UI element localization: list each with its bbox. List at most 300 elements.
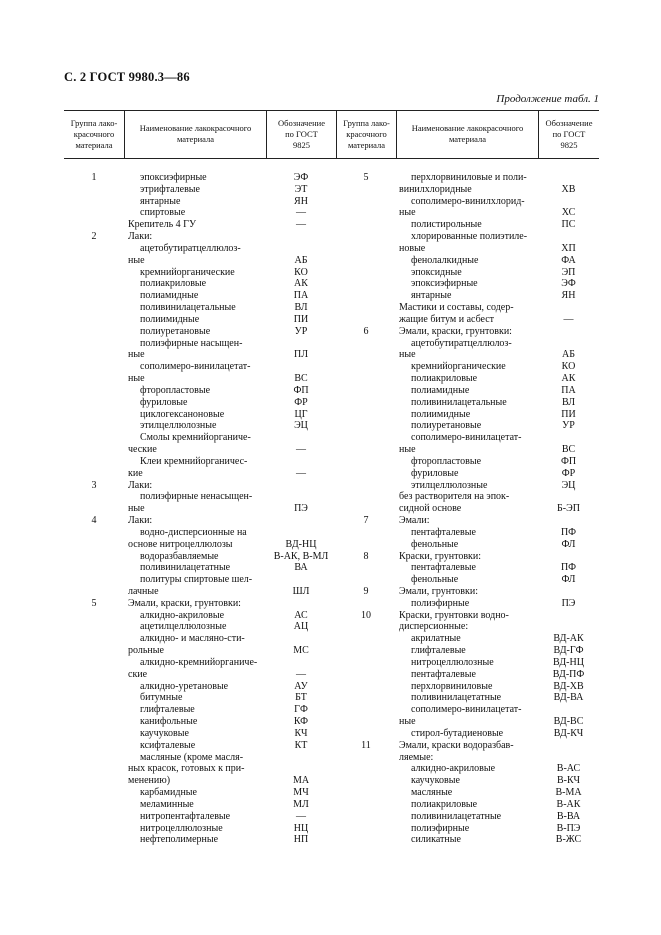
gost-code (538, 752, 599, 764)
group-number (64, 657, 124, 669)
group-number (64, 763, 124, 775)
group-number (336, 799, 396, 811)
group-number: 8 (363, 550, 369, 562)
group-number (64, 823, 124, 835)
material-name: Эмали: (399, 515, 430, 527)
group-number (336, 621, 396, 633)
material-name: ские (128, 668, 148, 680)
gost-code: ПЛ (293, 349, 308, 361)
gost-code: ВД-АК (553, 633, 584, 645)
material-name: полиакриловые (140, 278, 207, 290)
material-name: кремнийорганические (140, 266, 235, 278)
group-number (64, 338, 124, 350)
material-name: ные (128, 373, 145, 385)
material-name: полиамидные (411, 384, 470, 396)
gost-code (266, 633, 336, 645)
group-number (336, 243, 396, 255)
material-name: сополимеро-винилацетат- (411, 704, 522, 716)
group-number (336, 207, 396, 219)
group-number (336, 468, 396, 480)
material-name: нитроцеллюлозные (411, 656, 494, 668)
gost-code: В-ПЭ (556, 822, 581, 834)
material-name: Лаки: (128, 515, 153, 527)
group-number (64, 184, 124, 196)
group-number (336, 787, 396, 799)
table-header-rule (64, 158, 599, 159)
gost-code: АЦ (293, 621, 309, 633)
gost-code (538, 491, 599, 503)
material-name: фенольные (411, 574, 459, 586)
material-name: поливинилацетатные (140, 562, 231, 574)
right-name-column (399, 172, 538, 846)
group-number (336, 834, 396, 846)
material-name: полиэфирные (411, 822, 470, 834)
material-name: поливинилацетатные (411, 692, 502, 704)
gost-code: ПА (561, 384, 576, 396)
group-number (336, 184, 396, 196)
group-number (336, 716, 396, 728)
material-name: полиуретановые (411, 420, 482, 432)
material-name: нефтеполимерные (140, 834, 219, 846)
group-number: 2 (91, 231, 97, 243)
gost-code: ВС (294, 373, 308, 385)
group-number (336, 219, 396, 231)
group-number (336, 290, 396, 302)
group-number (64, 267, 124, 279)
gost-code (266, 456, 336, 468)
group-number (64, 361, 124, 373)
material-name: янтарные (140, 195, 181, 207)
gost-code: ХВ (561, 183, 576, 195)
material-name: Клеи кремнийорганичес- (140, 455, 248, 467)
gost-code: ПИ (561, 408, 576, 420)
material-name: эпоксидные (411, 266, 462, 278)
gost-code: КО (294, 266, 308, 278)
material-name: ные (128, 254, 145, 266)
material-name: дисперсионные: (399, 621, 469, 633)
material-name: акрилатные (411, 633, 461, 645)
material-name: водоразбавляемые (140, 550, 219, 562)
material-name: канифольные (140, 716, 198, 728)
gost-code (266, 763, 336, 775)
gost-code: ВА (294, 562, 308, 574)
gost-code (266, 598, 336, 610)
gost-code: В-МА (555, 787, 582, 799)
material-name: пентафталевые (411, 562, 476, 574)
gost-code (266, 527, 336, 539)
gost-code: ПФ (560, 562, 577, 574)
group-number (64, 562, 124, 574)
gost-code: ХС (561, 207, 576, 219)
material-name: хлорированные полиэтиле- (411, 231, 528, 243)
group-number (336, 196, 396, 208)
material-name: полиэфирные ненасыщен- (140, 491, 253, 503)
material-name: Смолы кремнийорганиче- (140, 432, 251, 444)
group-number: 10 (361, 609, 371, 621)
gost-code: МА (292, 775, 310, 787)
material-name: полиимидные (411, 408, 471, 420)
material-name: ные (399, 716, 416, 728)
group-number (336, 231, 396, 243)
gost-code: ГФ (294, 704, 308, 716)
material-name: лачные (128, 585, 159, 597)
gost-code: АК (561, 373, 576, 385)
material-name: циклогексаноновые (140, 408, 225, 420)
material-name: менению) (128, 775, 171, 787)
group-number: 9 (363, 585, 369, 597)
group-number (64, 740, 124, 752)
material-name: стирол-бутадиеновые (411, 727, 504, 739)
left-group-column (64, 172, 124, 846)
gost-code: — (296, 444, 306, 456)
material-name: Эмали, грунтовки: (399, 585, 478, 597)
gost-code (266, 657, 336, 669)
group-number (336, 373, 396, 385)
group-number (64, 349, 124, 361)
header-code-right: Обозначение по ГОСТ 9825 (545, 117, 593, 150)
material-name: ные (128, 349, 145, 361)
material-name: полиимидные (140, 313, 200, 325)
gost-code: ФЛ (561, 538, 576, 550)
gost-code: ПФ (560, 526, 577, 538)
group-number: 3 (91, 479, 97, 491)
header-code-left: Обозначение по ГОСТ 9825 (278, 117, 325, 150)
material-name: глифталевые (411, 645, 466, 657)
material-name: эпоксиэфирные (140, 172, 207, 183)
group-number (336, 278, 396, 290)
gost-code: АБ (294, 254, 308, 266)
gost-code: КТ (294, 739, 308, 751)
gost-code: ВД-ХВ (553, 680, 584, 692)
material-name: ацетобутиратцеллюлоз- (411, 337, 512, 349)
group-number (64, 196, 124, 208)
group-number (336, 692, 396, 704)
left-name-column (128, 172, 266, 846)
gost-code: НП (293, 834, 309, 846)
group-number (336, 444, 396, 456)
group-number (64, 243, 124, 255)
group-number (336, 657, 396, 669)
group-number (64, 326, 124, 338)
gost-code: — (563, 313, 574, 325)
gost-code (538, 196, 599, 208)
material-name: масляные (411, 787, 453, 799)
group-number: 4 (91, 515, 97, 527)
gost-code: ФП (293, 384, 309, 396)
gost-code: ВС (561, 444, 576, 456)
group-number (64, 444, 124, 456)
material-name: основе нитроцеллюлозы (128, 538, 233, 550)
group-number (336, 385, 396, 397)
material-name: Крепитель 4 ГУ (128, 219, 197, 231)
material-name: пентафталевые (411, 526, 476, 538)
material-name: полиэфирные насыщен- (140, 337, 243, 349)
material-name: кремнийорганические (411, 361, 506, 373)
header-name-left: Наименование лакокрасочного материала (139, 123, 252, 144)
material-name: фуриловые (140, 396, 188, 408)
gost-code (266, 338, 336, 350)
group-number (64, 610, 124, 622)
material-name: спиртовые (140, 207, 186, 219)
group-number (64, 645, 124, 657)
material-name: ляемые: (399, 751, 434, 763)
gost-code: ВЛ (294, 302, 308, 314)
header-group-left: Группа лако- красочного материала (70, 117, 118, 150)
material-name: поливинилацетальные (140, 302, 236, 314)
group-number (336, 823, 396, 835)
gost-code: АК (294, 278, 308, 290)
group-number (64, 207, 124, 219)
group-number (336, 539, 396, 551)
group-number (336, 562, 396, 574)
gost-code (266, 491, 336, 503)
gost-code: ЭФ (293, 172, 309, 183)
gost-code (266, 231, 336, 243)
group-number (64, 633, 124, 645)
gost-code: КО (561, 361, 576, 373)
group-number (64, 314, 124, 326)
group-number (64, 290, 124, 302)
group-number (336, 574, 396, 586)
group-number (64, 775, 124, 787)
table-continuation-note: Продолжение табл. 1 (496, 93, 599, 105)
gost-code: АС (294, 609, 308, 621)
gost-code: ПИ (293, 313, 309, 325)
material-name: алкидно-кремнийорганиче- (140, 656, 258, 668)
gost-code: ВД-ПФ (552, 668, 585, 680)
material-name: фенольные (411, 538, 459, 550)
gost-code: КФ (293, 716, 309, 728)
group-number (64, 586, 124, 598)
material-name: карбамидные (140, 787, 197, 799)
gost-code: ВД-КЧ (553, 727, 584, 739)
material-name: полиуретановые (140, 325, 211, 337)
material-name: Эмали, краски водоразбав- (399, 739, 514, 751)
material-name: глифталевые (140, 704, 195, 716)
gost-code: Б-ЭП (557, 503, 580, 515)
group-number (64, 302, 124, 314)
material-name: пентафталевые (411, 668, 476, 680)
group-number (64, 681, 124, 693)
material-name: жащие битум и асбест (399, 313, 495, 325)
group-number (336, 302, 396, 314)
gost-code (538, 621, 599, 633)
material-name: масляные (кроме масля- (140, 751, 244, 763)
gost-code: ФА (561, 254, 576, 266)
material-name: этилцеллюлозные (411, 479, 488, 491)
group-number (336, 752, 396, 764)
gost-code (266, 574, 336, 586)
group-number (336, 645, 396, 657)
group-number: 7 (363, 515, 369, 527)
group-number (64, 278, 124, 290)
gost-code: ВД-ГФ (553, 645, 584, 657)
material-name: перхлорвиниловые (411, 680, 493, 692)
material-name: Эмали, краски, грунтовки: (399, 325, 512, 337)
material-name: ные (399, 349, 416, 361)
gost-code: ЭЦ (294, 420, 308, 432)
group-number (336, 409, 396, 421)
group-number: 5 (91, 597, 97, 609)
gost-code: ПС (561, 219, 576, 231)
gost-code: ЭТ (294, 183, 308, 195)
material-name: сополимеро-винилацетат- (411, 432, 522, 444)
material-name: поливинилацетальные (411, 396, 507, 408)
material-name: янтарные (411, 290, 452, 302)
group-number (336, 527, 396, 539)
gost-code: ЯН (294, 195, 308, 207)
group-number: 6 (363, 325, 369, 337)
gost-code: ВД-ВС (553, 716, 584, 728)
material-name: полиакриловые (411, 798, 478, 810)
material-name: силикатные (411, 834, 461, 846)
header-name-right: Наименование лакокрасочного материала (411, 123, 524, 144)
group-number: 1 (91, 172, 97, 183)
material-name: Краски, грунтовки водно- (399, 609, 509, 621)
group-number (336, 397, 396, 409)
material-name: алкидно-уретановые (140, 680, 229, 692)
gost-code (538, 302, 599, 314)
gost-code: УР (562, 420, 575, 432)
material-name: ческие (128, 444, 157, 456)
group-number (336, 503, 396, 515)
gost-code (538, 586, 599, 598)
gost-code: ПЭ (561, 597, 576, 609)
page-header: С. 2 ГОСТ 9980.3—86 (64, 70, 190, 84)
gost-code: ФЛ (561, 574, 576, 586)
material-name: водно-дисперсионные на (140, 526, 247, 538)
gost-code (538, 740, 599, 752)
material-name: ные (399, 207, 416, 219)
material-name: рольные (128, 645, 164, 657)
material-name: этрифталевые (140, 183, 200, 195)
group-number (64, 432, 124, 444)
group-number (64, 551, 124, 563)
group-number (336, 420, 396, 432)
material-name: сидной основе (399, 503, 462, 515)
group-number (336, 456, 396, 468)
group-number (64, 669, 124, 681)
group-number (336, 361, 396, 373)
gost-code: МЧ (293, 787, 309, 799)
group-number (64, 397, 124, 409)
material-name: Краски, грунтовки: (399, 550, 482, 562)
material-name: фторопластовые (411, 455, 482, 467)
group-number (64, 539, 124, 551)
group-number (64, 219, 124, 231)
material-name: алкидно-акриловые (140, 609, 225, 621)
group-number (336, 491, 396, 503)
gost-code (266, 432, 336, 444)
group-number (64, 456, 124, 468)
material-name: алкидно- и масляно-сти- (140, 633, 245, 645)
group-number (336, 349, 396, 361)
group-number (336, 669, 396, 681)
material-name: каучуковые (140, 727, 189, 739)
group-number (64, 420, 124, 432)
gost-code: В-КЧ (556, 775, 581, 787)
gost-code (538, 326, 599, 338)
gost-code: НЦ (293, 822, 309, 834)
material-name: кие (128, 467, 143, 479)
gost-code (538, 610, 599, 622)
group-number (64, 752, 124, 764)
material-name: нитроцеллюлозные (140, 822, 223, 834)
gost-code (266, 752, 336, 764)
group-number (64, 468, 124, 480)
group-number (336, 338, 396, 350)
gost-code: АУ (294, 680, 308, 692)
gost-code: ФР (561, 467, 576, 479)
material-name: фуриловые (411, 467, 459, 479)
material-name: Эмали, краски, грунтовки: (128, 597, 241, 609)
group-number (336, 314, 396, 326)
material-name: полистирольные (411, 219, 482, 231)
material-name: ных красок, готовых к при- (128, 763, 245, 775)
group-number (64, 574, 124, 586)
gost-code: ФР (294, 396, 308, 408)
group-number (336, 775, 396, 787)
gost-code: БТ (295, 692, 307, 704)
gost-code: КЧ (294, 727, 308, 739)
material-name: фторопластовые (140, 384, 211, 396)
material-name: каучуковые (411, 775, 460, 787)
gost-code (538, 551, 599, 563)
material-name: полиэфирные (411, 597, 470, 609)
material-name: полиакриловые (411, 373, 478, 385)
material-name: Лаки: (128, 479, 153, 491)
material-name: ацетобутиратцеллюлоз- (140, 242, 241, 254)
gost-code: ВЛ (561, 396, 576, 408)
group-number: 5 (363, 172, 369, 183)
gost-code: В-АС (556, 763, 581, 775)
material-name: политуры спиртовые шел- (140, 574, 253, 586)
gost-code: — (296, 219, 306, 231)
gost-code: В-АК (556, 798, 581, 810)
group-number: 11 (361, 739, 371, 751)
group-number (64, 787, 124, 799)
material-name: полиамидные (140, 290, 199, 302)
material-name: сополимеро-винилхлорид- (411, 195, 525, 207)
table-top-rule (64, 110, 599, 111)
gost-code: ВД-ВА (553, 692, 584, 704)
right-group-column (336, 172, 396, 846)
gost-code (266, 480, 336, 492)
material-name: фенолалкидные (411, 254, 479, 266)
material-name: Мастики и составы, содер- (399, 302, 514, 314)
material-name: сополимеро-винилацетат- (140, 361, 251, 373)
gost-code: ЦГ (294, 408, 308, 420)
gost-code (266, 243, 336, 255)
group-number (64, 255, 124, 267)
gost-code (538, 231, 599, 243)
material-name: эпоксиэфирные (411, 278, 478, 290)
material-name: поливинилацетатные (411, 810, 502, 822)
group-number (64, 811, 124, 823)
gost-code: ВД-НЦ (553, 656, 584, 668)
group-number (64, 799, 124, 811)
gost-code: В-ВА (556, 810, 581, 822)
gost-code: АБ (562, 349, 575, 361)
material-name: ные (399, 444, 416, 456)
gost-code: ЭП (561, 266, 576, 278)
left-code-column (266, 172, 336, 846)
material-name: без растворителя на эпок- (399, 491, 510, 503)
gost-code: В-АК, В-МЛ (273, 550, 329, 562)
header-group-right: Группа лако- красочного материала (343, 117, 390, 150)
gost-code: ПЭ (294, 503, 308, 515)
gost-code (266, 361, 336, 373)
